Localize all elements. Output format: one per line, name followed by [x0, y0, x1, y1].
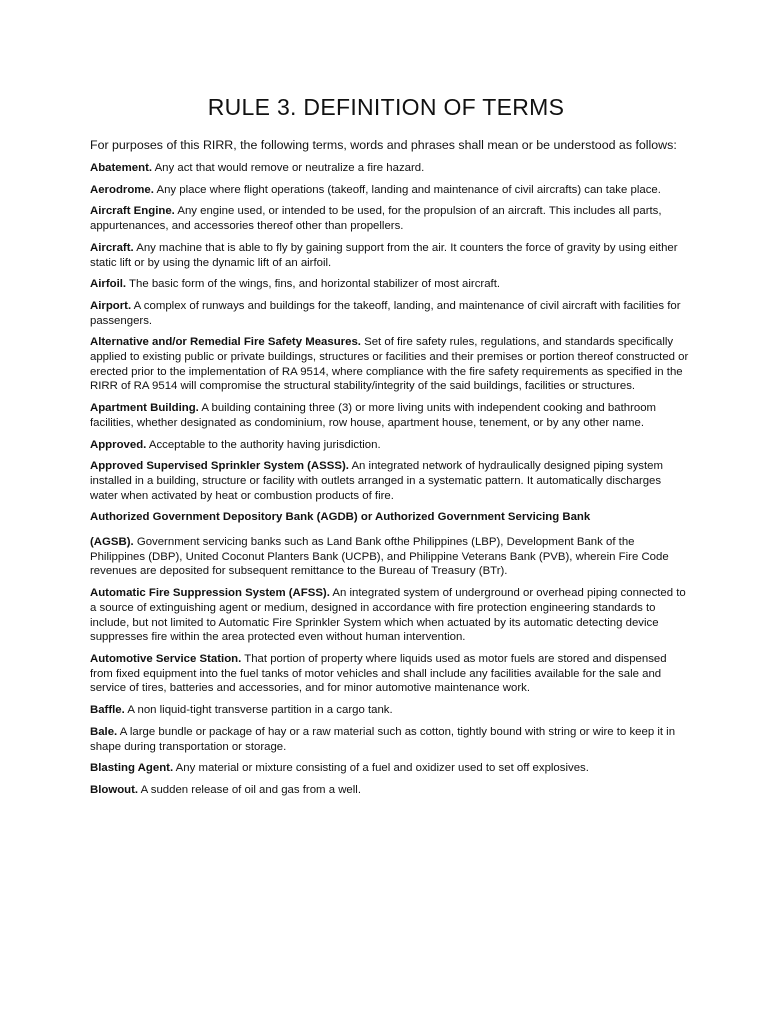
definition-term: Approved. [90, 438, 147, 451]
definition-entry [90, 241, 690, 270]
definition-entry [90, 459, 690, 503]
definition-text: Acceptable to the authority having jurisdiction. [146, 438, 381, 451]
definition-term: Aircraft. [90, 241, 134, 254]
definition-text: That portion of property where liquids used as motor fuels are stored and dispensed from fixed equipment into the fuel tanks of motor vehicles and shall include any facilities available for the sale and service of tires, batteries and accessories, and for minor automotive maintenance work. [90, 652, 667, 695]
definition-text: Any act that would remove or neutralize a fire hazard. [152, 162, 425, 174]
definition-entry [90, 204, 690, 233]
definition-term: Bale. [90, 725, 118, 738]
definition-entry [90, 299, 690, 328]
definition-text: A building containing three (3) or more living units with independent cooking and bathroom facilities, whether designated as condominium, row house, apartment house, tenement, or by any other name. [90, 402, 657, 429]
definitions-list [90, 161, 690, 503]
page-title: RULE 3. DEFINITION OF TERMS [207, 94, 565, 120]
document-page [90, 94, 690, 805]
definition-entry [90, 586, 690, 645]
definition-entry [90, 183, 690, 198]
definition-entry [90, 535, 690, 579]
definition-entry [90, 401, 690, 430]
intro-paragraph: For purposes of this RIRR, the following terms, words and phrases shall mean or be understood as follows: [90, 138, 677, 152]
definition-term: Abatement. [90, 162, 153, 174]
definition-entry [90, 703, 690, 718]
definition-text: A sudden release of oil and gas from a well. [138, 783, 361, 796]
definition-text: Government servicing banks such as Land Bank ofthe Philippines (LBP), Development Bank of the Philippines (DBP), United Coconut Planters Bank (UCPB), and Philippine Veterans Bank (PVB), wherein Fire Code revenues are deposited for subsequent remittance to the Bureau of Treasury (BTr). [90, 536, 669, 578]
definition-term: Approved Supervised Sprinkler System (ASSS). [90, 460, 349, 473]
definition-term: Apartment Building. [90, 402, 199, 415]
definition-text: Any engine used, or intended to be used, for the propulsion of an aircraft. This includes all parts, appurtenances, and accessories thereof other than propellers. [90, 205, 662, 233]
definition-text: An integrated network of hydraulically designed piping system installed in a building, structure or facility with outlets arranged in a systematic pattern. It automatically discharges water when activated by heat or combustion products of fire. [90, 460, 663, 502]
definition-term: Blasting Agent. [90, 762, 174, 775]
definition-text: Any machine that is able to fly by gaining support from the air. It counters the force of gravity by using either static lift or by using the dynamic lift of an airfoil. [90, 241, 678, 269]
definition-text: The basic form of the wings, fins, and horizontal stabilizer of most aircraft. [126, 278, 501, 291]
definition-entry [90, 783, 690, 798]
definition-term: Baffle. [90, 704, 125, 717]
definition-term: Automotive Service Station. [90, 652, 242, 665]
definition-text: Any place where flight operations (takeoff, landing and maintenance of civil aircrafts) can take place. [153, 183, 661, 196]
definition-entry [90, 161, 690, 176]
definition-text: Any material or mixture consisting of a fuel and oxidizer used to set off explosives. [173, 762, 589, 775]
definition-term: Airport. [90, 299, 132, 312]
definition-entry [90, 438, 690, 453]
definition-entry [90, 725, 690, 754]
agdb-heading: Authorized Government Depository Bank (AGDB) or Authorized Government Servicing Bank [90, 511, 591, 524]
definition-term: Alternative and/or Remedial Fire Safety Measures. [90, 336, 361, 349]
definition-term: Aerodrome. [90, 183, 154, 196]
definition-entry [90, 761, 690, 776]
definition-term: Automatic Fire Suppression System (AFSS). [90, 587, 330, 600]
definition-term: Aircraft Engine. [90, 205, 175, 218]
definition-entry [90, 277, 690, 292]
definition-text: Set of fire safety rules, regulations, and standards specifically applied to existing public or private buildings, structures or facilities and their premises or portion thereof constructed or erected prior to the implementation of RA 9514, where compliance with the fire safety requirements as specified in the RIRR of RA 9514 will compromise the structural stability/integrity of the said buildings, facilities or structures. [90, 336, 689, 393]
definition-term: Blowout. [90, 783, 139, 796]
definition-text: A large bundle or package of hay or a raw material such as cotton, tightly bound with string or wire to keep it in shape during transportation or storage. [90, 725, 676, 753]
definitions-list-continued [90, 535, 690, 798]
definition-text: An integrated system of underground or overhead piping connected to a source of extinguishing agent or medium, designed in accordance with fire protection engineering standards to include, but not limited to Automatic Fire Sprinkler System which when actuated by its automatic detecting device suppresses fire within the area protected even without human intervention. [90, 587, 686, 644]
definition-term: (AGSB). [90, 536, 134, 549]
definition-term: Airfoil. [90, 278, 127, 291]
definition-entry [90, 652, 690, 696]
definition-entry [90, 335, 690, 394]
definition-text: A non liquid-tight transverse partition in a cargo tank. [124, 704, 393, 717]
definition-text: A complex of runways and buildings for the takeoff, landing, and maintenance of civil aircraft with facilities for passengers. [90, 299, 681, 327]
